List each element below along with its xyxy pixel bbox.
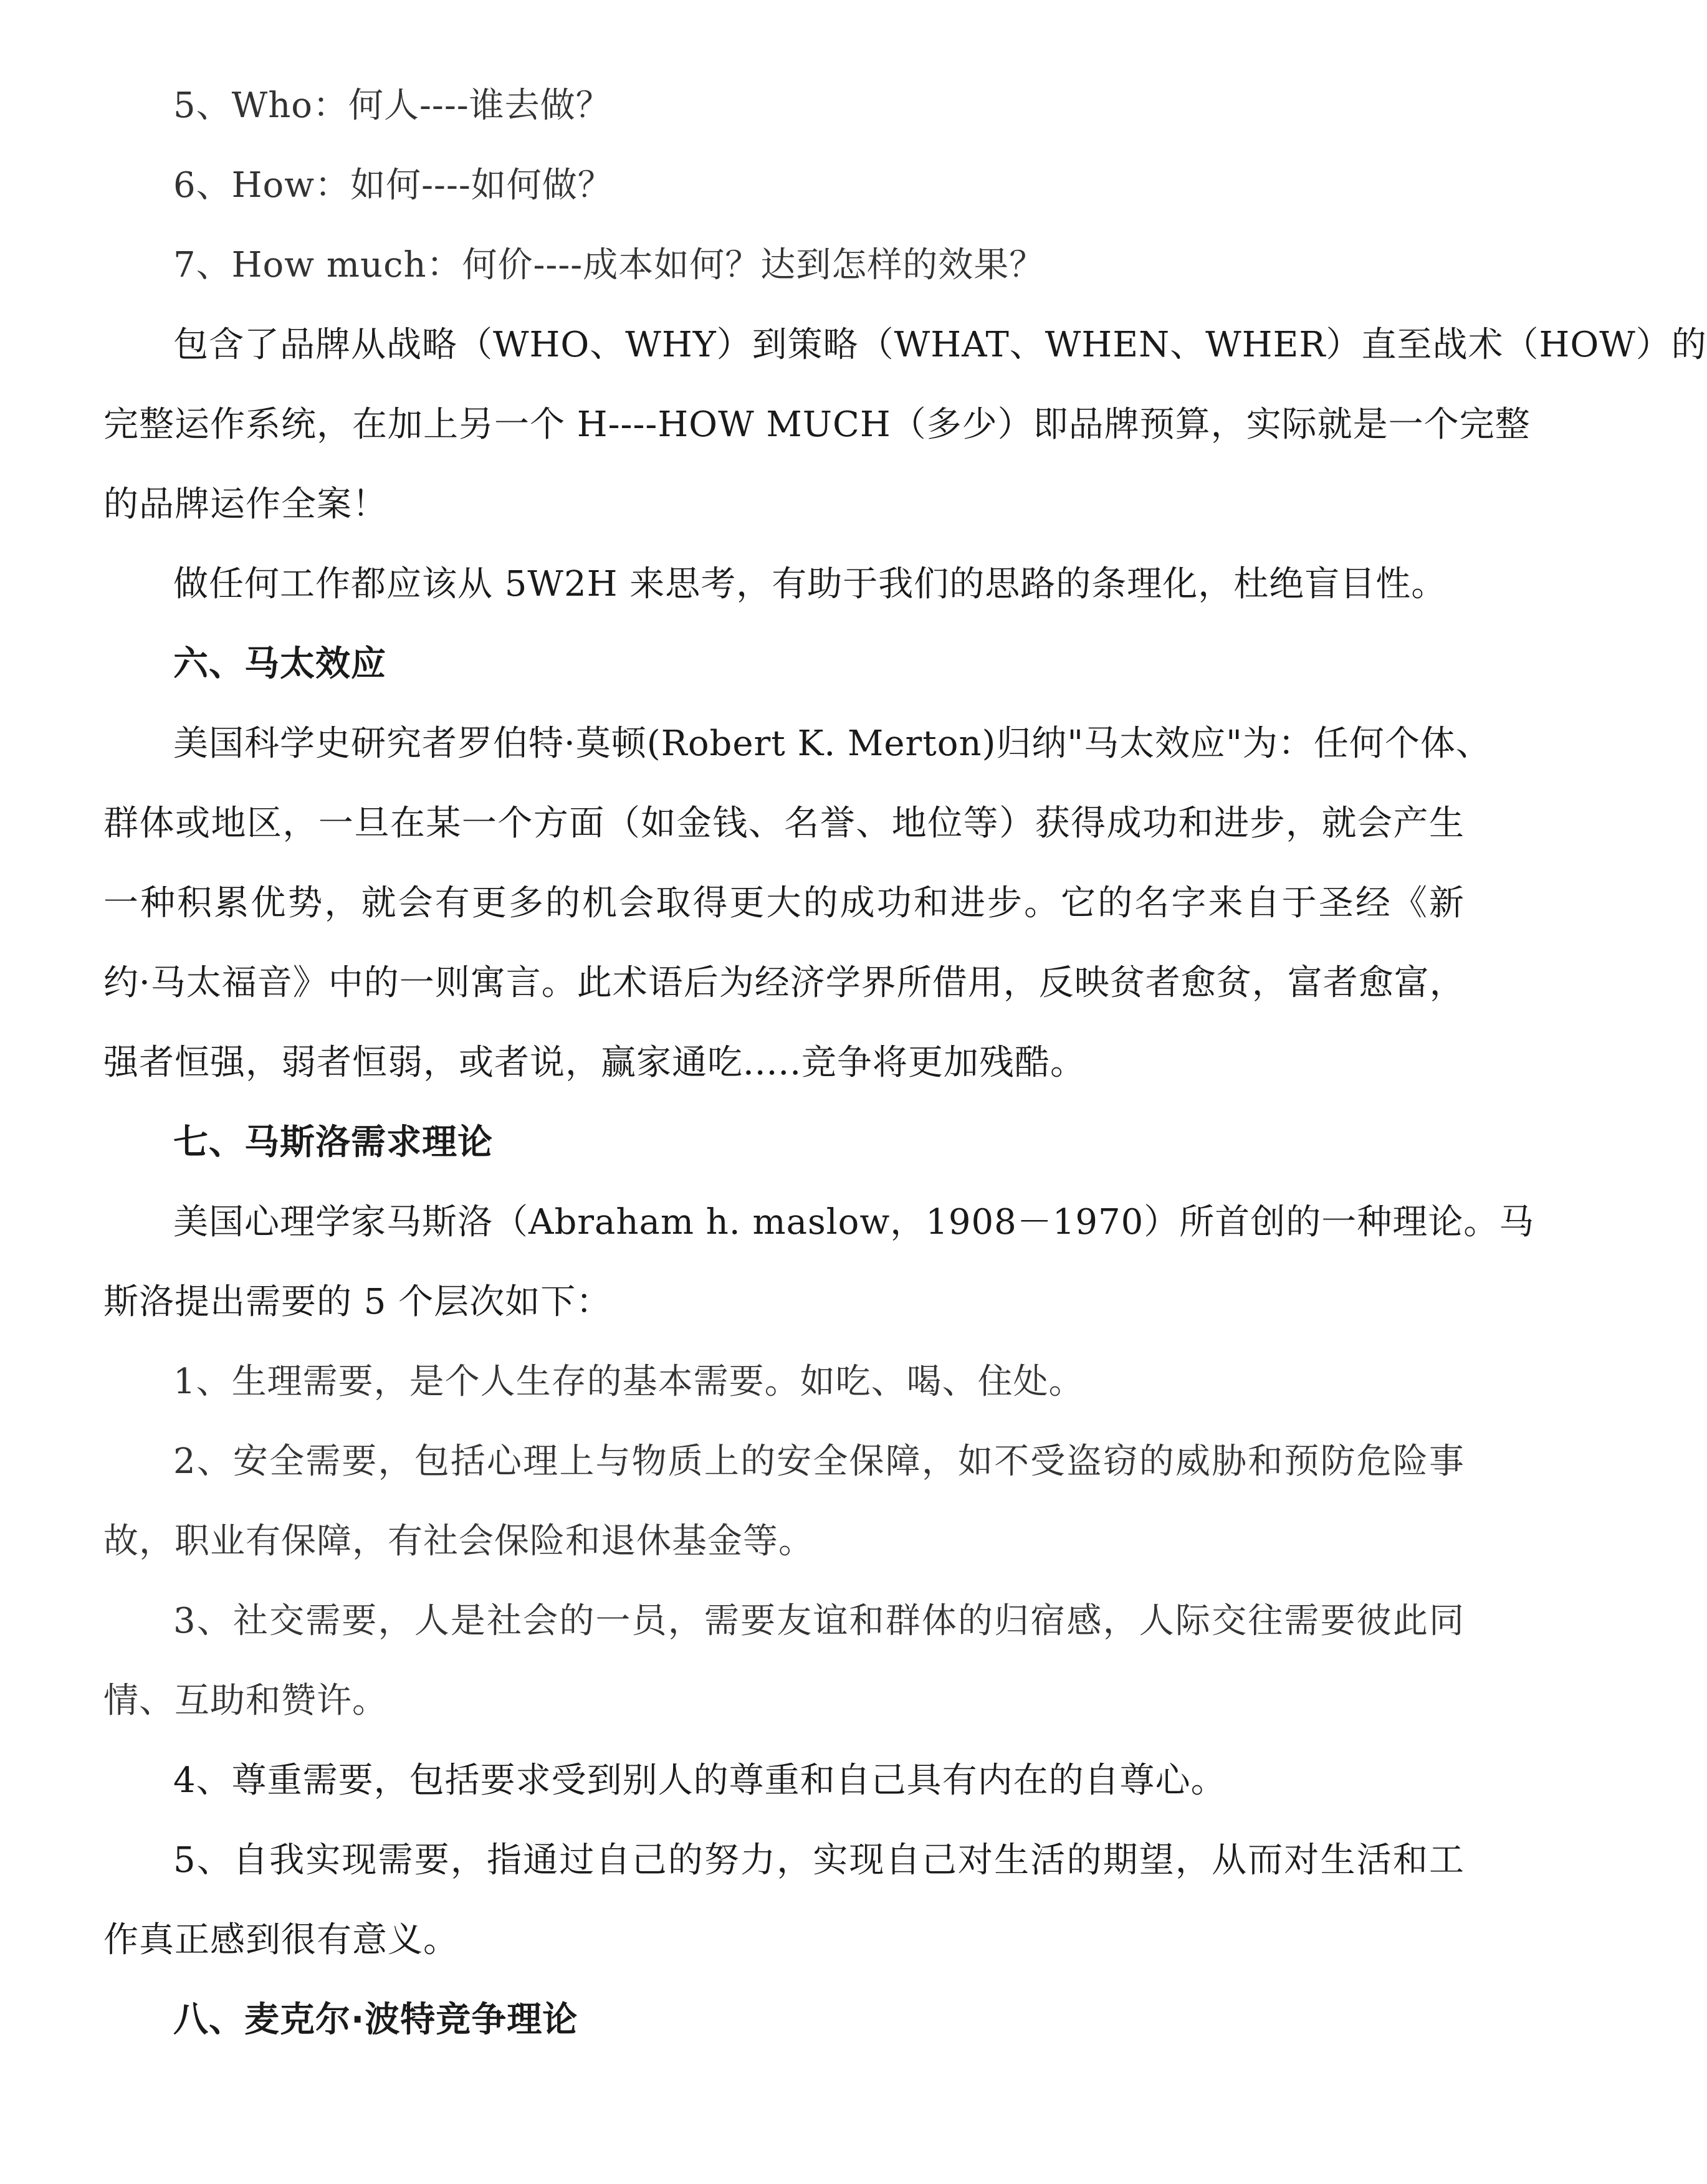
paragraph-line: 强者恒强，弱者恒弱，或者说，赢家通吃.....竞争将更加残酷。 <box>103 1042 1086 1083</box>
paragraph-line: 做任何工作都应该从 5W2H 来思考，有助于我们的思路的条理化，杜绝盲目性。 <box>173 564 1447 604</box>
list-item-social: 3、社交需要，人是社会的一员，需要友谊和群体的归宿感，人际交往需要彼此同 <box>173 1601 1465 1641</box>
paragraph-line: 约·马太福音》中的一则寓言。此术语后为经济学界所借用，反映贫者愈贫，富者愈富， <box>103 963 1465 1003</box>
list-item-physiological: 1、生理需要，是个人生存的基本需要。如吃、喝、住处。 <box>173 1361 1084 1402</box>
list-item-how-much: 7、How much：何价----成本如何？达到怎样的效果？ <box>173 245 1045 285</box>
section-heading-porter: 八、麦克尔·波特竞争理论 <box>173 2000 578 2040</box>
paragraph-line: 的品牌运作全案！ <box>103 484 388 525</box>
list-item-who: 5、Who：何人----谁去做？ <box>173 85 611 126</box>
paragraph-line: 美国科学史研究者罗伯特·莫顿(Robert K. Merton)归纳"马太效应"为：任何个体、 <box>173 723 1491 764</box>
list-item-self-actualization-cont: 作真正感到很有意义。 <box>103 1920 459 1960</box>
paragraph-line: 包含了品牌从战略（WHO、WHY）到策略（WHAT、WHEN、WHER）直至战术（HOW）的 <box>173 325 1707 365</box>
paragraph-line: 斯洛提出需要的 5 个层次如下： <box>103 1282 612 1322</box>
paragraph-line: 一种积累优势，就会有更多的机会取得更大的成功和进步。它的名字来自于圣经《新 <box>103 883 1465 923</box>
list-item-esteem: 4、尊重需要，包括要求受到别人的尊重和自己具有内在的自尊心。 <box>173 1760 1226 1801</box>
section-heading-maslow: 七、马斯洛需求理论 <box>173 1122 493 1163</box>
section-heading-matthew-effect: 六、马太效应 <box>173 644 386 684</box>
list-item-safety-cont: 故，职业有保障，有社会保险和退休基金等。 <box>103 1521 814 1562</box>
paragraph-line: 美国心理学家马斯洛（Abraham h. maslow，1908－1970）所首创的一种理论。马 <box>173 1202 1535 1242</box>
list-item-safety: 2、安全需要，包括心理上与物质上的安全保障，如不受盗窃的威胁和预防危险事 <box>173 1441 1465 1482</box>
list-item-social-cont: 情、互助和赞许。 <box>103 1681 388 1721</box>
paragraph-line: 完整运作系统，在加上另一个 H----HOW MUCH（多少）即品牌预算，实际就是一个完整 <box>103 404 1531 445</box>
list-item-self-actualization: 5、自我实现需要，指通过自己的努力，实现自己对生活的期望，从而对生活和工 <box>173 1840 1465 1881</box>
paragraph-line: 群体或地区，一旦在某一个方面（如金钱、名誉、地位等）获得成功和进步，就会产生 <box>103 803 1465 844</box>
list-item-how: 6、How：如何----如何做？ <box>173 165 613 206</box>
